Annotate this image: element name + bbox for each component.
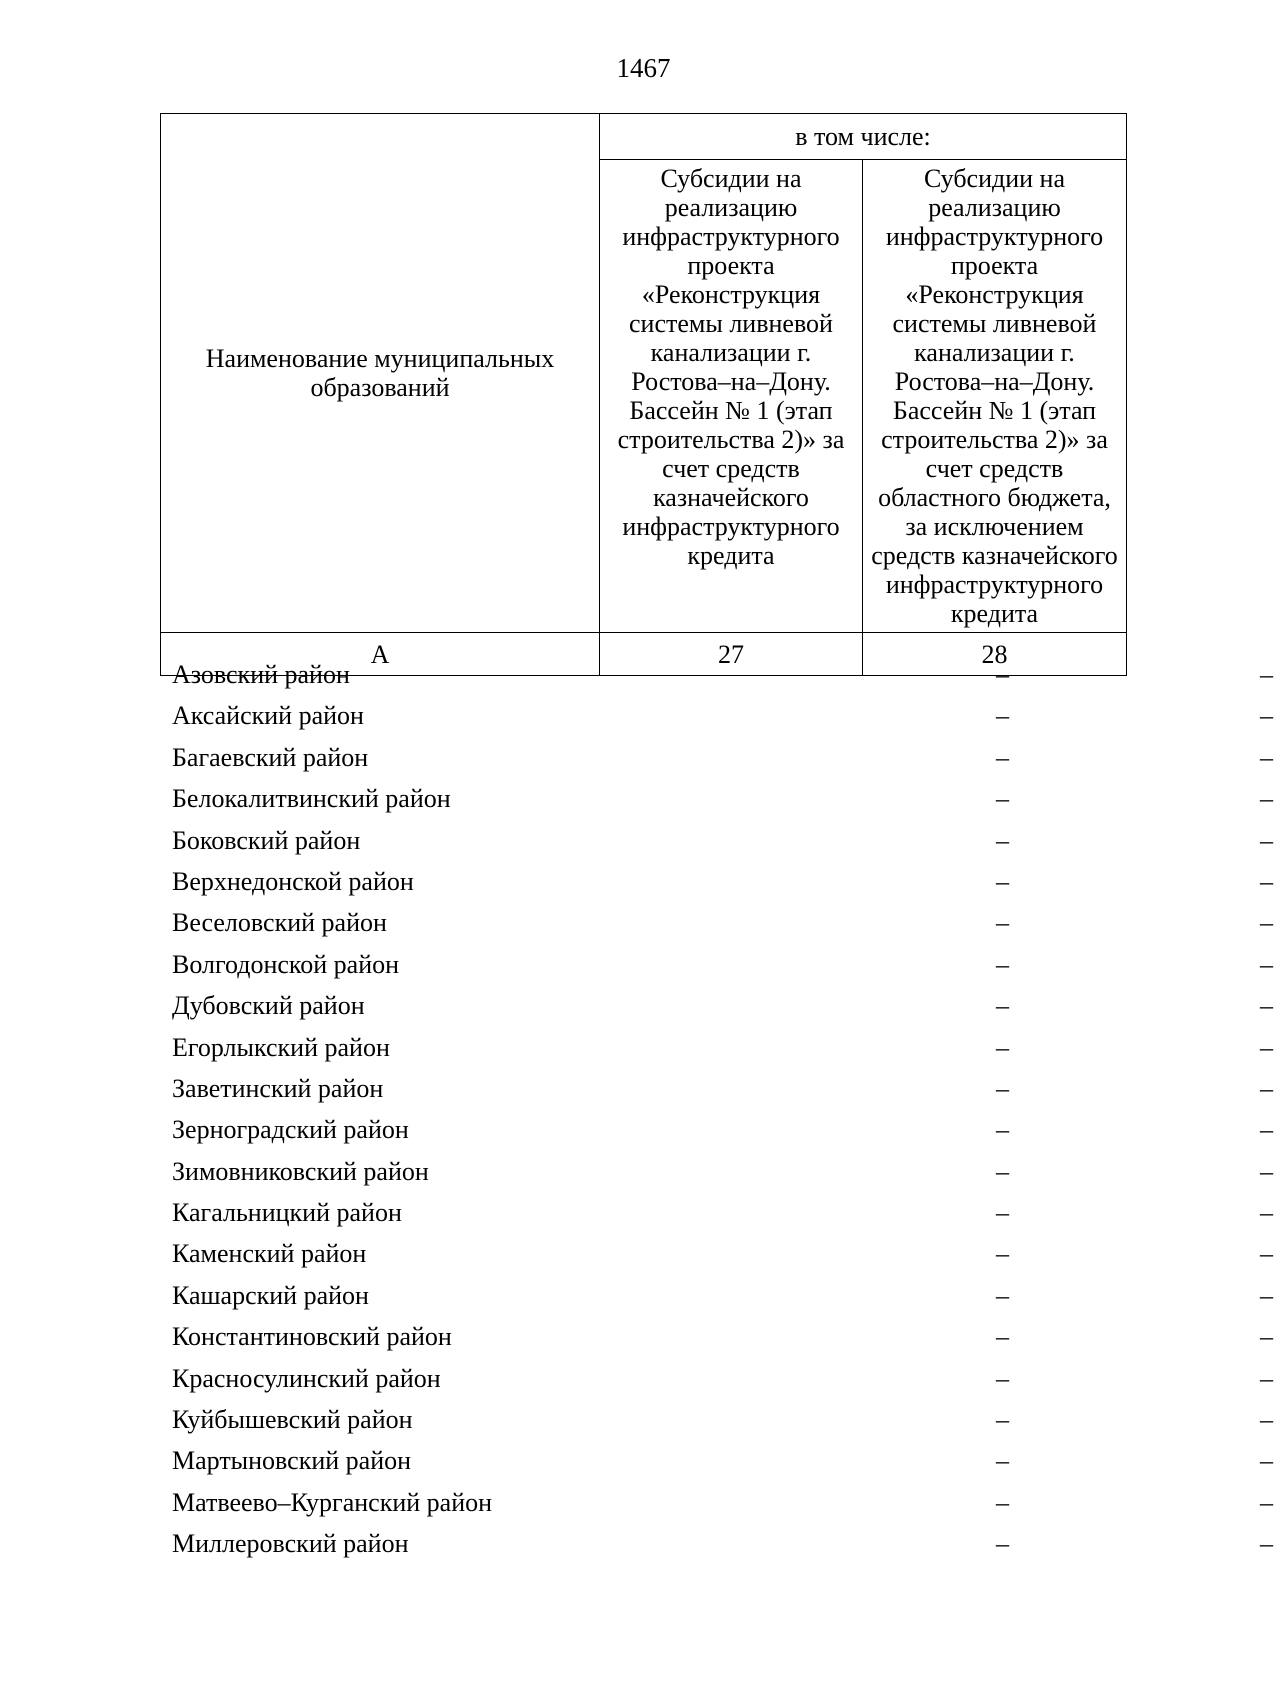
value-28: – [1260,1073,1273,1103]
table-row [160,1068,1273,1109]
value-27: – [996,949,1009,979]
table-row [160,1151,1273,1192]
value-28: – [1260,1156,1273,1186]
municipality-name: Матвеево–Курганский район [172,1487,493,1517]
table-row [160,1275,1273,1316]
table-row [160,1192,1273,1233]
municipality-name: Аксайский район [172,701,364,731]
municipality-name: Багаевский район [172,742,369,772]
value-27: – [996,1156,1009,1186]
value-27: – [996,1032,1009,1062]
table-row [160,1482,1273,1523]
value-27: – [996,908,1009,938]
table-row [160,695,1273,736]
municipality-name: Зерноградский район [172,1115,409,1145]
value-28: – [1260,701,1273,731]
value-28: – [1260,784,1273,814]
value-27: – [996,1405,1009,1435]
table-row [160,985,1273,1026]
value-27: – [996,660,1009,689]
value-28: – [1260,825,1273,855]
value-27: – [996,1363,1009,1393]
municipality-name: Мартыновский район [172,1446,412,1476]
table-row [160,1027,1273,1068]
column-27-number: 27 [600,633,863,676]
value-27: – [996,784,1009,814]
value-27: – [996,1239,1009,1269]
value-27: – [996,1529,1009,1559]
value-28: – [1260,1032,1273,1062]
value-27: – [996,1115,1009,1145]
table-row [160,1233,1273,1274]
municipality-name: Константиновский район [172,1322,452,1352]
municipality-name: Боковский район [172,825,361,855]
table-row [160,902,1273,943]
municipality-name: Зимовниковский район [172,1156,429,1186]
municipality-name: Егорлыкский район [172,1032,390,1062]
group-header: в том числе: [600,114,1127,160]
value-27: – [996,1322,1009,1352]
value-28: – [1260,991,1273,1021]
table-row [160,944,1273,985]
column-28-number: 28 [863,633,1127,676]
value-28: – [1260,1280,1273,1310]
municipality-name: Каменский район [172,1239,367,1269]
value-28: – [1260,866,1273,896]
value-28: – [1260,660,1273,689]
municipality-name: Дубовский район [172,991,365,1021]
value-27: – [996,825,1009,855]
table-body [160,654,1273,1565]
municipality-name: Миллеровский район [172,1529,409,1559]
table-row [160,1109,1273,1150]
table-row [160,1440,1273,1481]
column-a-number: А [161,633,600,676]
value-28: – [1260,1529,1273,1559]
value-27: – [996,742,1009,772]
municipality-name: Куйбышевский район [172,1405,413,1435]
column-27-header: Субсидии на реализацию инфраструктурного проекта «Реконструкция системы ливневой канализации г. Ростова–на–Дону. Бассейн № 1 (этап строительства 2)» за счет средств казначейского инфраструктурного кредита [600,160,863,633]
table-row [160,654,1273,695]
value-28: – [1260,1115,1273,1145]
value-27: – [996,701,1009,731]
municipality-name: Белокалитвинский район [172,784,451,814]
value-27: – [996,1446,1009,1476]
municipality-name: Азовский район [172,660,350,689]
value-28: – [1260,742,1273,772]
name-column-header: Наименование муниципальных образований [161,114,600,633]
table-row [160,1399,1273,1440]
table-row [160,778,1273,819]
table-row [160,820,1273,861]
value-28: – [1260,1322,1273,1352]
value-28: – [1260,908,1273,938]
value-27: – [996,1073,1009,1103]
table-row [160,1523,1273,1564]
municipality-name: Веселовский район [172,908,387,938]
column-28-header: Субсидии на реализацию инфраструктурного проекта «Реконструкция системы ливневой канализации г. Ростова–на–Дону. Бассейн № 1 (этап строительства 2)» за счет средств областного бюджета, за исключением средств казначейского инфраструктурного кредита [863,160,1127,633]
value-28: – [1260,1405,1273,1435]
value-28: – [1260,1363,1273,1393]
table-header [160,113,1127,676]
municipality-name: Кашарский район [172,1280,369,1310]
municipality-name: Кагальницкий район [172,1198,402,1228]
municipality-name: Волгодонской район [172,949,400,979]
table-row [160,1358,1273,1399]
value-28: – [1260,1198,1273,1228]
value-27: – [996,991,1009,1021]
value-28: – [1260,949,1273,979]
value-27: – [996,1198,1009,1228]
page-number: 1467 [616,53,671,83]
municipality-name: Заветинский район [172,1073,384,1103]
value-28: – [1260,1446,1273,1476]
value-27: – [996,1280,1009,1310]
value-28: – [1260,1487,1273,1517]
municipality-name: Красносулинский район [172,1363,441,1393]
value-27: – [996,1487,1009,1517]
value-28: – [1260,1239,1273,1269]
municipality-name: Верхнедонской район [172,866,414,896]
table-row [160,861,1273,902]
table-row [160,1316,1273,1357]
table-row [160,737,1273,778]
value-27: – [996,866,1009,896]
